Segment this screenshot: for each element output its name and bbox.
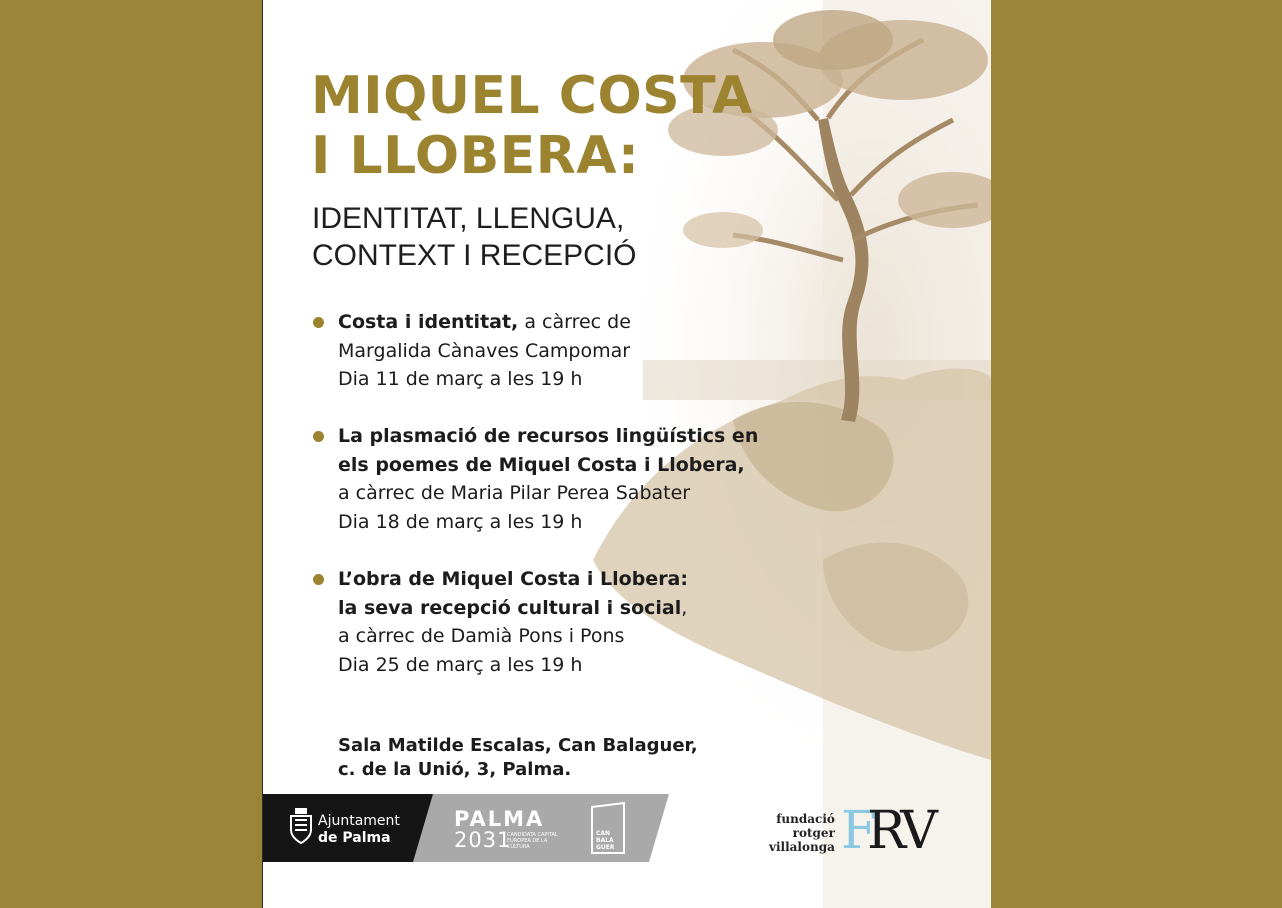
bullet-icon xyxy=(313,431,324,442)
palma2031-word: PALMA xyxy=(454,807,545,831)
venue-line-1: Sala Matilde Escalas, Can Balaguer, xyxy=(338,735,698,756)
bullet-icon xyxy=(313,574,324,585)
venue-address xyxy=(338,734,698,782)
bullet-icon xyxy=(313,317,324,328)
can-balaguer-logo xyxy=(596,830,615,851)
can-balaguer-line-1: CAN xyxy=(596,830,611,837)
frv-monogram-f: F xyxy=(841,801,878,861)
title-line-1: MIQUEL COSTA xyxy=(311,66,753,126)
talk-title-suffix: , xyxy=(681,596,688,619)
palma2031-year: 2031 xyxy=(454,828,512,852)
talk-title-line-2: la seva recepció cultural i social xyxy=(338,596,682,619)
ajuntament-line-2: de Palma xyxy=(318,830,391,846)
talk-title-line-2: els poemes de Miquel Costa i Llobera, xyxy=(338,453,745,476)
ajuntament-palma-logo xyxy=(318,813,400,847)
palma-crest-icon xyxy=(289,808,313,844)
frv-line-3: villalonga xyxy=(769,840,835,854)
title-line-2: I LLOBERA: xyxy=(311,126,640,186)
talk-speaker: a càrrec de Maria Pilar Perea Sabater xyxy=(338,482,691,504)
fundacio-rotger-villalonga-logo xyxy=(769,812,835,854)
talk-title-line-1: La plasmació de recursos lingüístics en xyxy=(338,425,759,447)
can-balaguer-line-2: BALA xyxy=(596,837,614,844)
talk-date: Dia 18 de març a les 19 h xyxy=(338,510,583,533)
frv-monogram-rv: RV xyxy=(867,801,934,861)
can-balaguer-line-3: GUER xyxy=(596,844,615,851)
talk-title-line-2-wrap xyxy=(338,594,688,623)
subtitle-line-2: CONTEXT I RECEPCIÓ xyxy=(312,239,637,272)
venue-line-2: c. de la Unió, 3, Palma. xyxy=(338,759,572,780)
poster-subtitle xyxy=(312,200,637,274)
talk-speaker: a càrrec de Damià Pons i Pons xyxy=(338,625,625,647)
frv-line-2: rotger xyxy=(792,826,835,840)
event-poster xyxy=(262,0,991,908)
talk-date: Dia 25 de març a les 19 h xyxy=(338,653,583,676)
subtitle-line-1: IDENTITAT, LLENGUA, xyxy=(312,202,625,235)
talk-title-line xyxy=(338,308,631,337)
ajuntament-line-1: Ajuntament xyxy=(318,813,400,829)
talk-title: Costa i identitat, xyxy=(338,311,519,333)
talk-date: Dia 11 de març a les 19 h xyxy=(338,368,583,390)
palma2031-tagline: CANDIDATA CAPITAL EUROPEA DE LA CULTURA xyxy=(507,832,558,850)
talk-speaker: Margalida Cànaves Campomar xyxy=(338,339,631,362)
talk-title-suffix: a càrrec de xyxy=(518,311,631,333)
frv-line-1: fundació xyxy=(776,812,835,826)
poster-title xyxy=(311,66,753,186)
talk-title-line-1: L’obra de Miquel Costa i Llobera: xyxy=(338,568,688,590)
